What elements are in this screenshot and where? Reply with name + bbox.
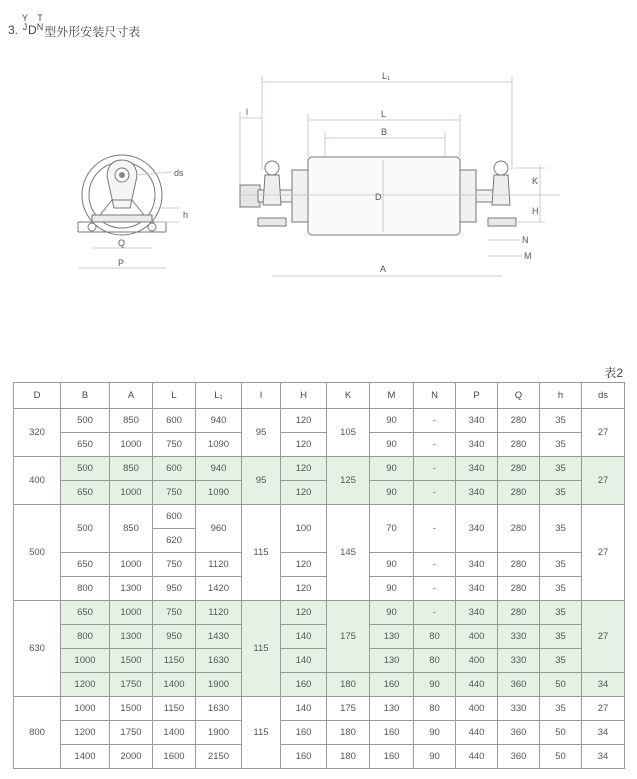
table-cell: 35 bbox=[540, 625, 582, 649]
table-row bbox=[14, 673, 625, 697]
col-header: N bbox=[414, 383, 456, 409]
col-header: ds bbox=[582, 383, 625, 409]
table-cell: 1000 bbox=[110, 601, 153, 625]
table-cell: 280 bbox=[498, 505, 540, 553]
table-cell: - bbox=[414, 601, 456, 625]
table-cell: 35 bbox=[540, 409, 582, 433]
col-header: L bbox=[153, 383, 196, 409]
col-header: K bbox=[327, 383, 370, 409]
table-cell: 27 bbox=[582, 457, 625, 505]
label-m: M bbox=[524, 251, 532, 261]
table-cell: 80 bbox=[414, 625, 456, 649]
col-header: L₁ bbox=[196, 383, 242, 409]
table-cell: 50 bbox=[540, 673, 582, 697]
table-cell: 650 bbox=[61, 481, 110, 505]
table-cell: 650 bbox=[61, 433, 110, 457]
table-cell: 180 bbox=[327, 745, 370, 769]
table-cell: 280 bbox=[498, 601, 540, 625]
table-cell: 35 bbox=[540, 697, 582, 721]
table-cell: 100 bbox=[281, 505, 327, 553]
table-cell: 1150 bbox=[153, 697, 196, 721]
table-cell: 1000 bbox=[110, 481, 153, 505]
table-cell: 70 bbox=[370, 505, 414, 553]
table-cell: 750 bbox=[153, 481, 196, 505]
table-row bbox=[14, 505, 625, 529]
table-cell: 800 bbox=[61, 625, 110, 649]
table-cell: 330 bbox=[498, 697, 540, 721]
table-cell: 1300 bbox=[110, 625, 153, 649]
table-cell: 90 bbox=[414, 745, 456, 769]
table-row bbox=[14, 745, 625, 769]
table-cell: 500 bbox=[61, 505, 110, 553]
table-row bbox=[14, 481, 625, 505]
table-cell: 27 bbox=[582, 601, 625, 673]
table-cell: 650 bbox=[61, 601, 110, 625]
table-cell: 1120 bbox=[196, 601, 242, 625]
table-cell: 1000 bbox=[110, 433, 153, 457]
table-cell: 34 bbox=[582, 673, 625, 697]
table-row bbox=[14, 433, 625, 457]
table-number: 表2 bbox=[604, 366, 623, 380]
table-cell: 2150 bbox=[196, 745, 242, 769]
table-cell: 115 bbox=[242, 601, 281, 697]
table-cell: 940 bbox=[196, 457, 242, 481]
table-cell: 1150 bbox=[153, 649, 196, 673]
label-q: Q bbox=[118, 238, 126, 248]
label-b: B bbox=[381, 127, 388, 137]
table-cell: 90 bbox=[370, 457, 414, 481]
table-cell: 360 bbox=[498, 745, 540, 769]
table-cell: 340 bbox=[456, 481, 498, 505]
label-L: L bbox=[381, 109, 387, 119]
table-cell: 1120 bbox=[196, 553, 242, 577]
table-cell: 400 bbox=[456, 625, 498, 649]
table-row bbox=[14, 553, 625, 577]
label-ds: ds bbox=[174, 168, 184, 178]
table-cell: 750 bbox=[153, 601, 196, 625]
table-cell: 1750 bbox=[110, 721, 153, 745]
table-cell: 140 bbox=[281, 625, 327, 649]
cell-d: 320 bbox=[14, 409, 61, 457]
table-row bbox=[14, 601, 625, 625]
table-cell: 160 bbox=[370, 673, 414, 697]
table-cell: 160 bbox=[370, 745, 414, 769]
table-cell: 180 bbox=[327, 673, 370, 697]
table-cell: 1500 bbox=[110, 649, 153, 673]
page-title: 3. Y J D T N 型外形安装尺寸表 bbox=[8, 13, 141, 39]
table-cell: 850 bbox=[110, 457, 153, 481]
table-row bbox=[14, 721, 625, 745]
table-cell: 360 bbox=[498, 721, 540, 745]
table-cell: 50 bbox=[540, 721, 582, 745]
table-cell: 330 bbox=[498, 625, 540, 649]
table-cell: 34 bbox=[582, 721, 625, 745]
table-row bbox=[14, 649, 625, 673]
table-cell: - bbox=[414, 409, 456, 433]
table-cell: 340 bbox=[456, 577, 498, 601]
table-cell: 340 bbox=[456, 433, 498, 457]
label-n: N bbox=[522, 235, 529, 245]
table-cell: 90 bbox=[370, 481, 414, 505]
table-cell: 120 bbox=[281, 577, 327, 601]
table-cell: - bbox=[414, 553, 456, 577]
table-cell: - bbox=[414, 505, 456, 553]
table-cell: 120 bbox=[281, 457, 327, 481]
table-cell: 330 bbox=[498, 649, 540, 673]
header-row bbox=[14, 383, 625, 409]
table-cell: 120 bbox=[281, 409, 327, 433]
table-row bbox=[14, 457, 625, 481]
table-cell: 80 bbox=[414, 649, 456, 673]
col-header: P bbox=[456, 383, 498, 409]
table-cell: 35 bbox=[540, 481, 582, 505]
table-cell: 1900 bbox=[196, 673, 242, 697]
table-cell: 960 bbox=[196, 505, 242, 553]
label-d: D bbox=[375, 192, 382, 202]
table-cell: - bbox=[414, 433, 456, 457]
table-cell: 175 bbox=[327, 697, 370, 721]
table-cell: 35 bbox=[540, 553, 582, 577]
table-cell: 2000 bbox=[110, 745, 153, 769]
table-cell: 850 bbox=[110, 409, 153, 433]
table-cell: 90 bbox=[414, 673, 456, 697]
table-cell: 140 bbox=[281, 697, 327, 721]
table-cell: 750 bbox=[153, 553, 196, 577]
label-p: P bbox=[118, 258, 125, 268]
table-cell: 1630 bbox=[196, 649, 242, 673]
table-row bbox=[14, 409, 625, 433]
table-cell: 340 bbox=[456, 457, 498, 481]
cell-d: 630 bbox=[14, 601, 61, 697]
table-cell: 120 bbox=[281, 481, 327, 505]
table-cell: - bbox=[414, 457, 456, 481]
table-cell: 130 bbox=[370, 649, 414, 673]
table-cell: 35 bbox=[540, 649, 582, 673]
table-cell: 1200 bbox=[61, 721, 110, 745]
table-cell: 800 bbox=[61, 577, 110, 601]
table-cell: 95 bbox=[242, 457, 281, 505]
label-h: h bbox=[183, 210, 189, 220]
label-a: A bbox=[380, 264, 387, 274]
table-cell: 440 bbox=[456, 673, 498, 697]
table-cell: 600 bbox=[153, 409, 196, 433]
table-cell: 35 bbox=[540, 505, 582, 553]
table-cell: 360 bbox=[498, 673, 540, 697]
col-header: M bbox=[370, 383, 414, 409]
col-header: h bbox=[540, 383, 582, 409]
table-cell: 35 bbox=[540, 577, 582, 601]
table-cell: 280 bbox=[498, 433, 540, 457]
table-cell: 1000 bbox=[61, 649, 110, 673]
table-cell: 130 bbox=[370, 697, 414, 721]
table-cell: 750 bbox=[153, 433, 196, 457]
table-cell: 180 bbox=[327, 721, 370, 745]
table-cell: 1400 bbox=[153, 721, 196, 745]
table-cell: 130 bbox=[370, 625, 414, 649]
table-cell: 90 bbox=[370, 553, 414, 577]
label-h-front: H bbox=[532, 206, 539, 216]
col-header: B bbox=[61, 383, 110, 409]
table-cell: 340 bbox=[456, 553, 498, 577]
table-cell: 280 bbox=[498, 553, 540, 577]
table-cell: 120 bbox=[281, 433, 327, 457]
table-cell: 50 bbox=[540, 745, 582, 769]
title-text: 型外形安装尺寸表 bbox=[44, 25, 141, 39]
dimension-table bbox=[13, 382, 625, 769]
table-cell: 650 bbox=[61, 553, 110, 577]
label-l: l bbox=[246, 107, 248, 117]
table-cell: 1400 bbox=[61, 745, 110, 769]
table-cell: 90 bbox=[414, 721, 456, 745]
table-cell: 120 bbox=[281, 553, 327, 577]
table-cell: 620 bbox=[153, 529, 196, 553]
table-cell: 160 bbox=[281, 673, 327, 697]
table-cell: 850 bbox=[110, 505, 153, 553]
model-suffix: T N bbox=[36, 13, 44, 32]
table-cell: 1430 bbox=[196, 625, 242, 649]
table-cell: 280 bbox=[498, 577, 540, 601]
model-prefix: Y J bbox=[22, 13, 29, 32]
table-cell: 105 bbox=[327, 409, 370, 457]
table-cell: 600 bbox=[153, 457, 196, 481]
table-cell: 1200 bbox=[61, 673, 110, 697]
table-cell: 280 bbox=[498, 409, 540, 433]
table-cell: 1000 bbox=[61, 697, 110, 721]
table-cell: 1000 bbox=[110, 553, 153, 577]
table-cell: 1420 bbox=[196, 577, 242, 601]
table-cell: 340 bbox=[456, 409, 498, 433]
table-cell: 125 bbox=[327, 457, 370, 505]
table-cell: 34 bbox=[582, 745, 625, 769]
table-cell: 1630 bbox=[196, 697, 242, 721]
col-header: Q bbox=[498, 383, 540, 409]
table-cell: 90 bbox=[370, 433, 414, 457]
table-cell: 1750 bbox=[110, 673, 153, 697]
table-cell: 500 bbox=[61, 457, 110, 481]
table-cell: 27 bbox=[582, 697, 625, 721]
table-cell: 80 bbox=[414, 697, 456, 721]
label-k: K bbox=[532, 176, 539, 186]
table-cell: 90 bbox=[370, 601, 414, 625]
table-cell: 160 bbox=[281, 721, 327, 745]
table-cell: 1400 bbox=[153, 673, 196, 697]
table-cell: 950 bbox=[153, 577, 196, 601]
table-cell: 400 bbox=[456, 697, 498, 721]
table-cell: 340 bbox=[456, 601, 498, 625]
col-header: D bbox=[14, 383, 61, 409]
table-cell: 600 bbox=[153, 505, 196, 529]
table-cell: 1600 bbox=[153, 745, 196, 769]
table-cell: - bbox=[414, 481, 456, 505]
table-cell: 27 bbox=[582, 409, 625, 457]
table-cell: 35 bbox=[540, 433, 582, 457]
table-cell: 160 bbox=[370, 721, 414, 745]
cell-d: 500 bbox=[14, 505, 61, 601]
table-cell: 90 bbox=[370, 577, 414, 601]
table-cell: 500 bbox=[61, 409, 110, 433]
side-view bbox=[78, 155, 166, 235]
table-cell: 90 bbox=[370, 409, 414, 433]
table-cell: 280 bbox=[498, 481, 540, 505]
installation-drawing bbox=[0, 40, 637, 290]
table-cell: - bbox=[414, 577, 456, 601]
table-cell: 1090 bbox=[196, 433, 242, 457]
table-row bbox=[14, 697, 625, 721]
section-number: 3. bbox=[8, 23, 19, 37]
cell-d: 800 bbox=[14, 697, 61, 769]
table-cell: 115 bbox=[242, 505, 281, 601]
table-cell: 175 bbox=[327, 601, 370, 673]
table-cell: 340 bbox=[456, 505, 498, 553]
table-cell: 160 bbox=[281, 745, 327, 769]
table-row bbox=[14, 625, 625, 649]
table-cell: 95 bbox=[242, 409, 281, 457]
label-l1: L₁ bbox=[382, 71, 391, 81]
table-row bbox=[14, 577, 625, 601]
table-cell: 120 bbox=[281, 601, 327, 625]
table-cell: 440 bbox=[456, 745, 498, 769]
table-cell: 1500 bbox=[110, 697, 153, 721]
table-cell: 35 bbox=[540, 601, 582, 625]
table-cell: 145 bbox=[327, 505, 370, 601]
table-cell: 950 bbox=[153, 625, 196, 649]
table-cell: 280 bbox=[498, 457, 540, 481]
table-cell: 440 bbox=[456, 721, 498, 745]
col-header: l bbox=[242, 383, 281, 409]
col-header: H bbox=[281, 383, 327, 409]
table-cell: 1300 bbox=[110, 577, 153, 601]
cell-d: 400 bbox=[14, 457, 61, 505]
table-cell: 27 bbox=[582, 505, 625, 601]
table-cell: 940 bbox=[196, 409, 242, 433]
table-cell: 400 bbox=[456, 649, 498, 673]
table-cell: 140 bbox=[281, 649, 327, 673]
table-cell: 115 bbox=[242, 697, 281, 769]
table-cell: 1090 bbox=[196, 481, 242, 505]
table-cell: 35 bbox=[540, 457, 582, 481]
col-header: A bbox=[110, 383, 153, 409]
table-cell: 1900 bbox=[196, 721, 242, 745]
